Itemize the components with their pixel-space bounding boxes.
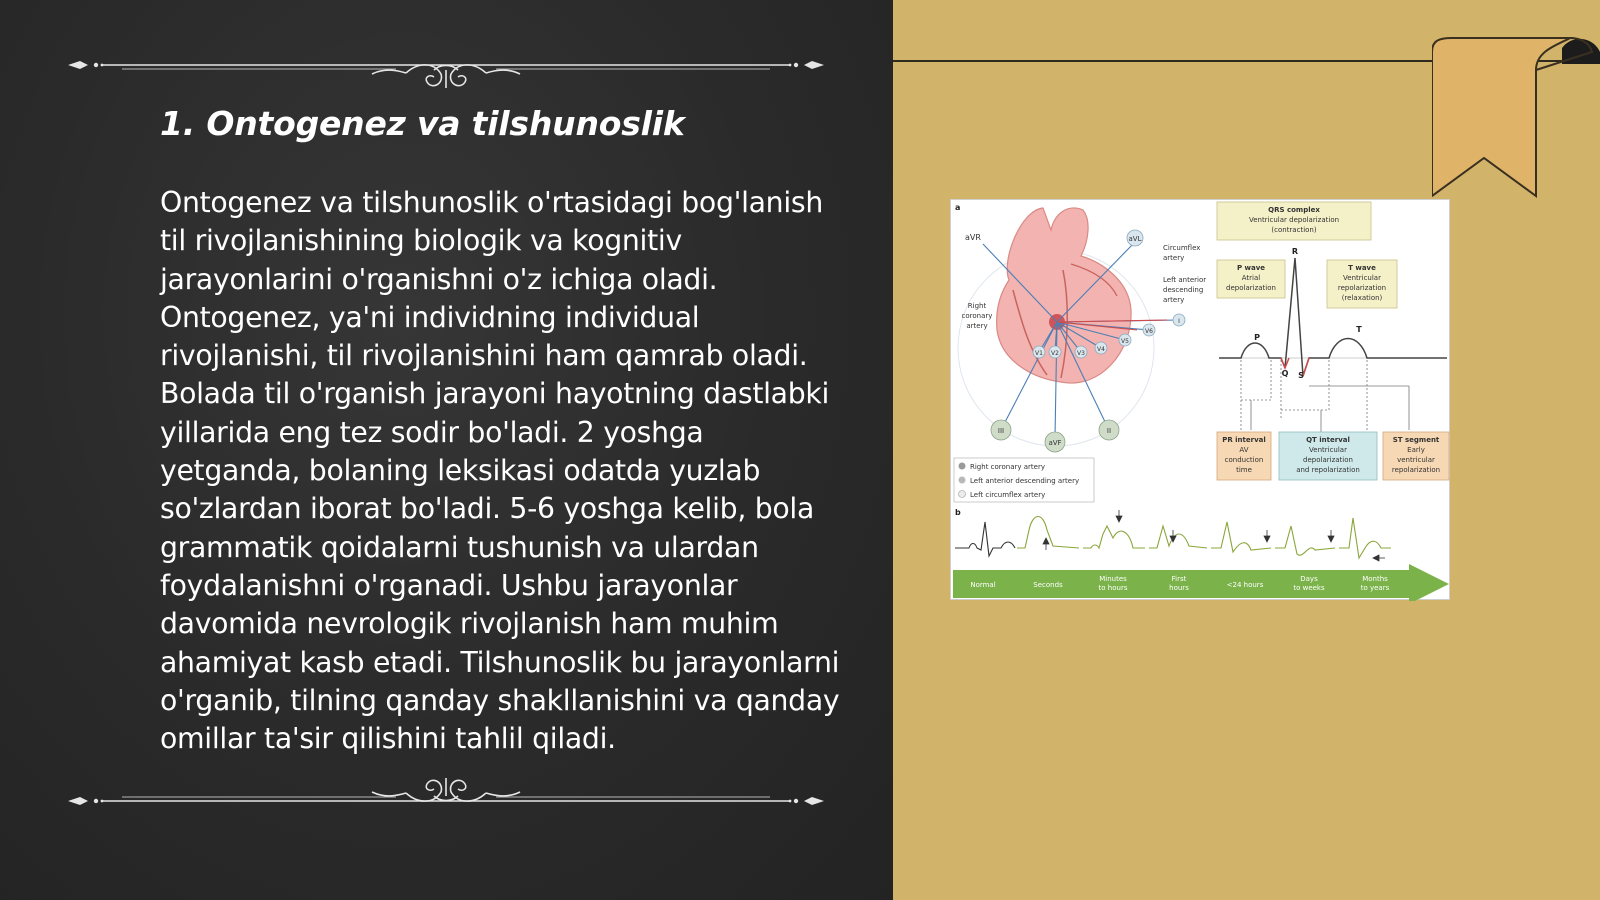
artery-label-lad-1: Left anterior	[1163, 276, 1207, 284]
t-box-line1: Ventricular	[1343, 274, 1381, 282]
artery-label-rca-3: artery	[966, 322, 988, 330]
qt-box-line1: Ventricular	[1309, 446, 1347, 454]
wave-letter-q: Q	[1281, 369, 1289, 378]
timeline-first-1: First	[1171, 575, 1187, 583]
p-box-line2: depolarization	[1226, 284, 1276, 292]
lead-V5: V5	[1121, 338, 1129, 345]
ecg-figure-svg	[951, 200, 1451, 601]
ornament-divider-top	[66, 40, 826, 90]
lead-V4: V4	[1097, 346, 1105, 353]
p-box-title: P wave	[1236, 264, 1266, 272]
lead-aVF: aVF	[1048, 439, 1062, 447]
panel-letter-b: b	[955, 508, 961, 517]
t-box-title: T wave	[1348, 264, 1376, 272]
lead-V1: V1	[1035, 350, 1043, 357]
artery-label-lad-2: descending	[1163, 286, 1204, 294]
st-box-line2: ventricular	[1397, 456, 1435, 464]
artery-legend	[954, 458, 1094, 502]
ecg-heart-figure	[950, 199, 1450, 600]
timeline-minutes-2: to hours	[1098, 584, 1128, 592]
artery-label-rca-2: coronary	[961, 312, 993, 320]
lead-aVL: aVL	[1128, 235, 1142, 243]
lead-aVR: aVR	[965, 233, 981, 242]
slide-body-text: Ontogenez va tilshunoslik o'rtasidagi bog'lanish til rivojlanishining biologik va kognitiv jarayonlarini o'rganishni o'z ichiga oladi. Ontogenez, ya'ni individning individual rivojlanishi, til rivojlanishini ham qamrab oladi. Bolada til o'rganish jarayoni hayotning dastlabki yillarida eng tez sodir bo'ladi. 2 yoshga yetganda, bolaning leksikasi odatda yuzlab so'zlardan iborat bo'ladi. 5-6 yoshga kelib, bola grammatik qoidalarni tushunish va ulardan foydalanishni o'rganadi. Ushbu jarayonlar davomida nevrologik rivojlanish ham muhim ahamiyat kasb etadi. Tilshunoslik bu jarayonlarni o'rganib, tilning qanday shakllanishini va qanday omillar ta'sir qilishini tahlil qiladi.	[160, 186, 840, 756]
wave-letter-r: R	[1291, 247, 1299, 256]
legend-item-lcx: Left circumflex artery	[970, 491, 1046, 499]
qt-box-line3: and repolarization	[1296, 466, 1360, 474]
timeline-normal: Normal	[970, 581, 996, 589]
st-box-line1: Early	[1407, 446, 1425, 454]
wave-letter-s: S	[1298, 371, 1304, 380]
pr-box-line1: AV	[1239, 446, 1249, 454]
qrs-box-line1: Ventricular depolarization	[1248, 216, 1340, 224]
wave-letter-t: T	[1356, 325, 1362, 334]
qt-box-line2: depolarization	[1303, 456, 1353, 464]
st-box-title: ST segment	[1392, 436, 1440, 444]
timeline-days-2: to weeks	[1293, 584, 1325, 592]
t-box-line3: (relaxation)	[1341, 294, 1383, 302]
timeline-months-2: to years	[1360, 584, 1390, 592]
panel-letter-a: a	[955, 203, 961, 212]
heart-illustration	[997, 208, 1131, 383]
artery-label-rca-1: Right	[967, 302, 987, 310]
bookmark-ribbon-icon	[1432, 30, 1600, 200]
timeline-months-1: Months	[1362, 575, 1388, 583]
st-box-line3: repolarization	[1391, 466, 1441, 474]
lead-II: II	[1106, 427, 1112, 435]
timeline-24h: <24 hours	[1226, 581, 1264, 589]
lead-V2: V2	[1051, 350, 1059, 357]
t-box-line2: repolarization	[1337, 284, 1387, 292]
lead-V3: V3	[1077, 350, 1085, 357]
wave-letter-p: P	[1254, 333, 1260, 342]
p-box-line1: Atrial	[1241, 274, 1261, 282]
artery-label-circumflex-1: Circumflex	[1163, 244, 1201, 252]
qrs-box-line2: (contraction)	[1271, 226, 1317, 234]
artery-label-lad-3: artery	[1163, 296, 1185, 304]
qt-box-title: QT interval	[1306, 436, 1350, 444]
qrs-box-title: QRS complex	[1268, 206, 1320, 214]
pr-box-title: PR interval	[1222, 436, 1266, 444]
timeline-first-2: hours	[1169, 584, 1189, 592]
timeline-minutes-1: Minutes	[1099, 575, 1127, 583]
pr-box-line2: conduction	[1224, 456, 1264, 464]
timeline-days-1: Days	[1300, 575, 1318, 583]
legend-item-lad: Left anterior descending artery	[970, 477, 1080, 485]
lead-III: III	[997, 427, 1005, 435]
slide-title: 1. Ontogenez va tilshunoslik	[160, 104, 685, 143]
timeline-seconds: Seconds	[1033, 581, 1063, 589]
pr-box-line3: time	[1236, 466, 1252, 474]
ornament-divider-bottom	[66, 775, 826, 825]
legend-item-rca: Right coronary artery	[970, 463, 1046, 471]
lead-V6: V6	[1145, 328, 1153, 335]
lead-I: I	[1178, 318, 1180, 325]
artery-label-circumflex-2: artery	[1163, 254, 1185, 262]
